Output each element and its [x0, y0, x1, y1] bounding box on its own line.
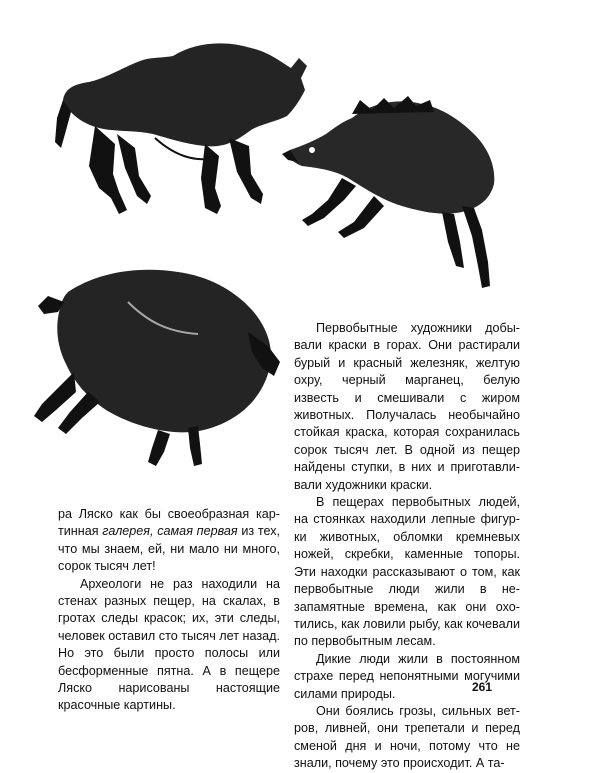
- bison-painting-bottom: [28, 262, 288, 477]
- right-text-column: [294, 320, 520, 773]
- left-paragraph-1: ра Ляско как бы своеобразная картинная галерея, самая первая из тех, что мы знаем, ей, ни мало ни много, сорок тысяч лет!: [58, 507, 280, 574]
- right-paragraph-1: Первобытные художники добывали краски в горах. Они растирали бурый и красный железняк, желтую охру, черный марганец, белую известь и смешивали с жиром животных. Получалась необычайно стойкая краска, которая сохранилась сорок тысяч лет. В одной из пещер найдены ступки, в них и приготавливали художники краски.: [294, 321, 520, 492]
- bison-cave-painting-icon: [34, 270, 280, 466]
- emphasis: галерея, самая первая: [102, 524, 238, 539]
- boar-cave-painting-icon: [282, 96, 494, 288]
- bison-painting-top: [55, 38, 315, 238]
- bison-cave-painting-icon: [55, 43, 307, 214]
- boar-painting: [282, 96, 512, 296]
- right-paragraph-4: Они боялись грозы, сильных ветров, ливней, они трепетали и перед сменой дня и ночи, потому что не знали, почему это происходит. А та-: [294, 703, 520, 771]
- left-text-column: [58, 506, 280, 715]
- page-number: 261: [472, 680, 493, 694]
- left-paragraph-2: Археологи не раз находили на стенах разных пещер, на скалах, в гротах следы красок; их, эти следы, человек оставил сто тысяч лет назад. Но это были просто полосы или бесформенные пятна. А в пещере Ляско нарисованы настоящие красочные картины.: [58, 576, 280, 713]
- right-paragraph-2: В пещерах первобытных людей, на стоянках находили лепные фигурки животных, обломки кремневых ножей, скребки, каменные топоры. Эти находки рассказывают о том, как первобытные люди жили в незапамятные времена, как они охотились, как ловили рыбу, как кочевали по первобытным лесам.: [294, 495, 520, 649]
- right-paragraph-3: Дикие люди жили в постоянном страхе перед непонятными могучими силами природы.: [294, 651, 520, 701]
